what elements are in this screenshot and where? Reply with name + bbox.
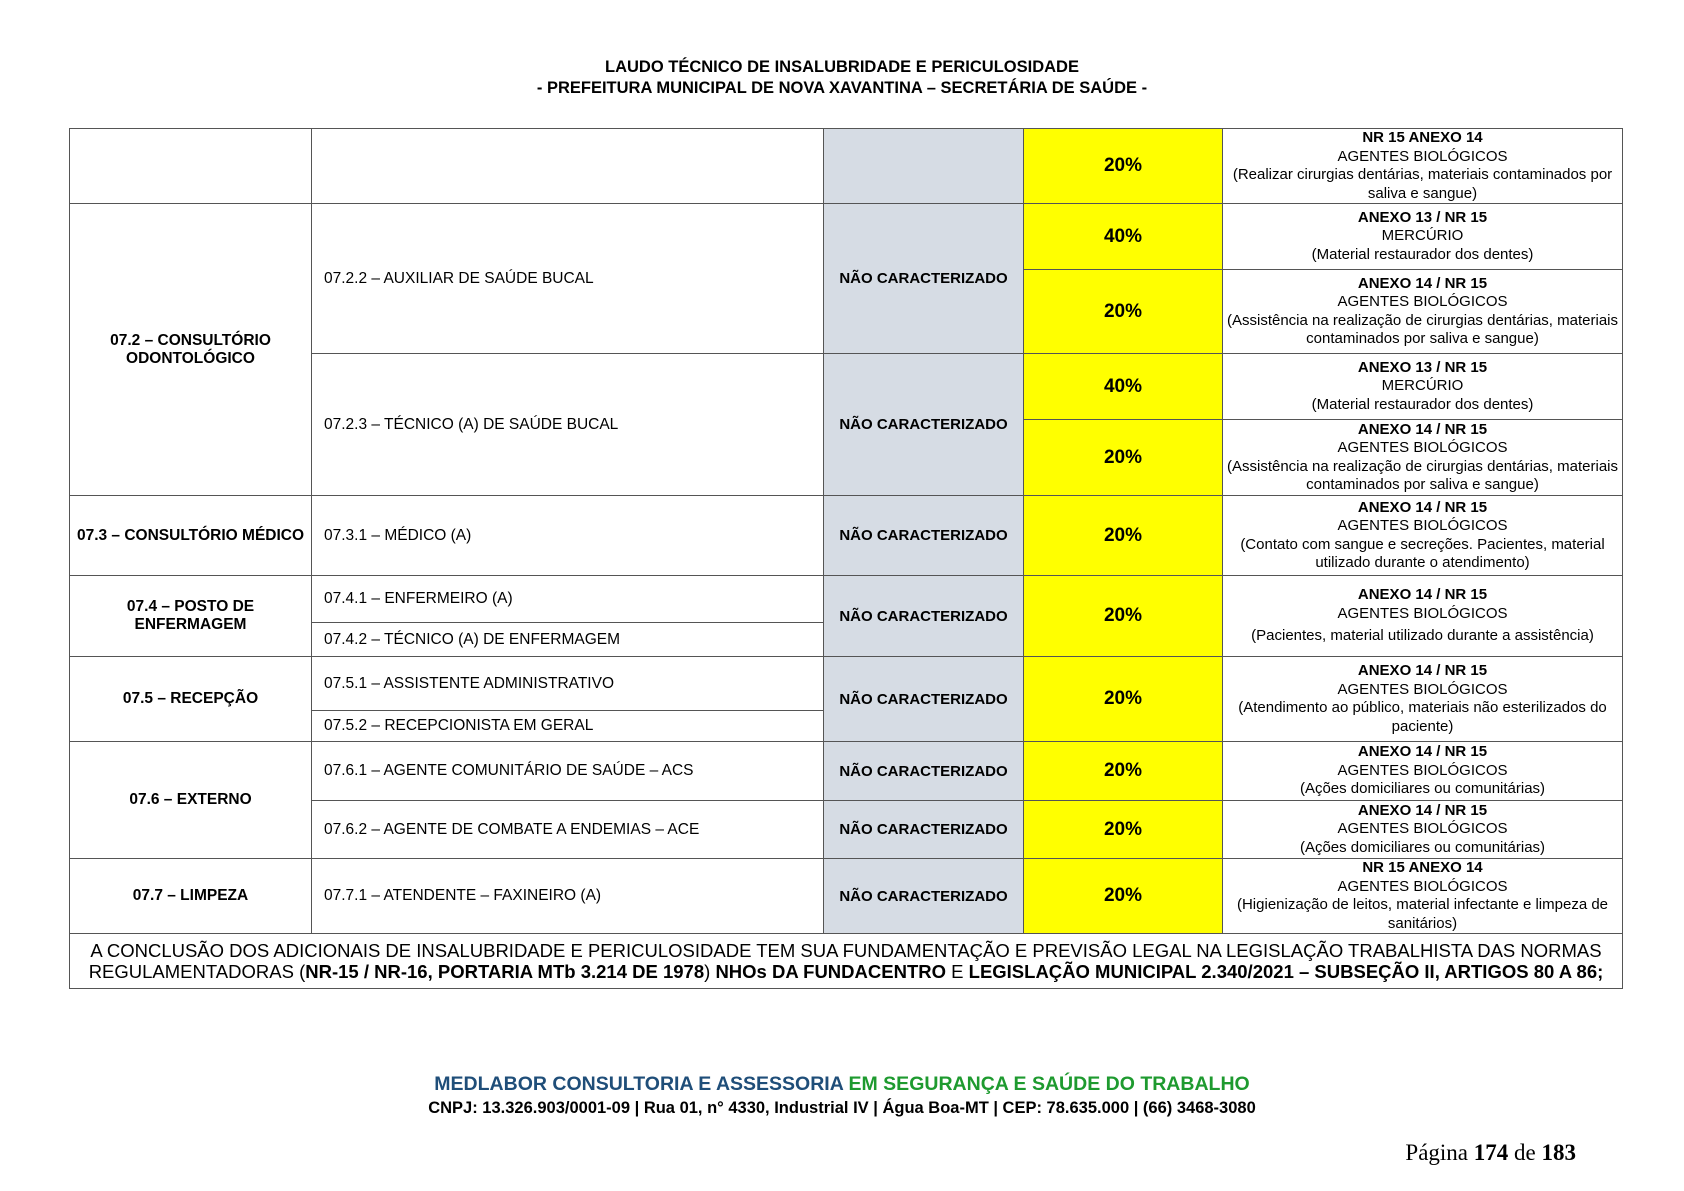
table-row [70,129,1623,204]
periculosidade-cell: NÃO CARACTERIZADO [824,354,1024,496]
sector-cell: 07.2 – CONSULTÓRIO ODONTOLÓGICO [70,204,312,496]
percentage-cell: 20% [1024,859,1223,934]
role-cell: 07.2.3 – TÉCNICO (A) DE SAÚDE BUCAL [312,354,824,496]
percentage-cell: 20% [1024,496,1223,576]
role-cell: 07.3.1 – MÉDICO (A) [312,496,824,576]
percentage-cell: 20% [1024,129,1223,204]
periculosidade-cell: NÃO CARACTERIZADO [824,657,1024,742]
table-row [70,496,1623,576]
legal-basis-cell: NR 15 ANEXO 14 AGENTES BIOLÓGICOS (Higienização de leitos, material infectante e limpeza de sanitários) [1223,859,1623,934]
footer-company: MEDLABOR CONSULTORIA E ASSESSORIA EM SEGURANÇA E SAÚDE DO TRABALHO [434,1073,1250,1095]
periculosidade-cell: NÃO CARACTERIZADO [824,576,1024,657]
page-number: Página 174 de 183 [1405,1140,1576,1165]
percentage-cell: 40% [1024,204,1223,270]
role-cell: 07.6.1 – AGENTE COMUNITÁRIO DE SAÚDE – ACS [312,742,824,801]
legal-basis-cell: ANEXO 14 / NR 15 AGENTES BIOLÓGICOS (Assistência na realização de cirurgias dentárias, materiais contaminados por saliva e sangue) [1223,420,1623,496]
sector-cell: 07.4 – POSTO DE ENFERMAGEM [70,576,312,657]
role-cell: 07.5.1 – ASSISTENTE ADMINISTRATIVO [312,657,824,711]
legal-basis-cell: ANEXO 14 / NR 15 AGENTES BIOLÓGICOS (Contato com sangue e secreções. Pacientes, material utilizado durante o atendimento) [1223,496,1623,576]
role-cell: 07.4.2 – TÉCNICO (A) DE ENFERMAGEM [312,623,824,657]
role-cell: 07.4.1 – ENFERMEIRO (A) [312,576,824,623]
document-header [0,57,1684,99]
periculosidade-cell: NÃO CARACTERIZADO [824,801,1024,859]
role-cell: 07.5.2 – RECEPCIONISTA EM GERAL [312,711,824,742]
role-cell: 07.2.2 – AUXILIAR DE SAÚDE BUCAL [312,204,824,354]
sector-cell [70,129,312,204]
percentage-cell: 20% [1024,576,1223,657]
percentage-cell: 20% [1024,801,1223,859]
percentage-cell: 20% [1024,742,1223,801]
table-row [70,934,1623,989]
percentage-cell: 20% [1024,657,1223,742]
header-title: LAUDO TÉCNICO DE INSALUBRIDADE E PERICULOSIDADE [605,58,1079,76]
footer-address: CNPJ: 13.326.903/0001-09 | Rua 01, n° 4330, Industrial IV | Água Boa-MT | CEP: 78.635.000 | (66) 3468-3080 [428,1099,1256,1117]
legal-basis-cell: ANEXO 14 / NR 15 AGENTES BIOLÓGICOS (Pacientes, material utilizado durante a assistência) [1223,576,1623,657]
periculosidade-cell: NÃO CARACTERIZADO [824,496,1024,576]
role-cell [312,129,824,204]
header-subtitle: - PREFEITURA MUNICIPAL DE NOVA XAVANTINA – SECRETÁRIA DE SAÚDE - [536,79,1148,97]
periculosidade-cell: NÃO CARACTERIZADO [824,204,1024,354]
legal-basis-cell: ANEXO 13 / NR 15 MERCÚRIO (Material restaurador dos dentes) [1223,354,1623,420]
role-cell: 07.6.2 – AGENTE DE COMBATE A ENDEMIAS – ACE [312,801,824,859]
table-row [70,576,1623,623]
legal-basis-cell: ANEXO 14 / NR 15 AGENTES BIOLÓGICOS (Atendimento ao público, materiais não esterilizados do paciente) [1223,657,1623,742]
legal-basis-cell: ANEXO 14 / NR 15 AGENTES BIOLÓGICOS (Ações domiciliares ou comunitárias) [1223,801,1623,859]
legal-basis-cell: ANEXO 14 / NR 15 AGENTES BIOLÓGICOS (Ações domiciliares ou comunitárias) [1223,742,1623,801]
periculosidade-cell [824,129,1024,204]
sector-cell: 07.3 – CONSULTÓRIO MÉDICO [70,496,312,576]
legal-basis-cell: NR 15 ANEXO 14 AGENTES BIOLÓGICOS (Realizar cirurgias dentárias, materiais contaminados por saliva e sangue) [1223,129,1623,204]
sector-cell: 07.6 – EXTERNO [70,742,312,859]
insalubrity-table [69,128,1623,989]
percentage-cell: 40% [1024,354,1223,420]
conclusion-note: A CONCLUSÃO DOS ADICIONAIS DE INSALUBRIDADE E PERICULOSIDADE TEM SUA FUNDAMENTAÇÃO E PREVISÃO LEGAL NA LEGISLAÇÃO TRABALHISTA DAS NORMAS REGULAMENTADORAS (NR-15 / NR-16, PORTARIA MTb 3.214 DE 1978) NHOs DA FUNDACENTRO E LEGISLAÇÃO MUNICIPAL 2.340/2021 – SUBSEÇÃO II, ARTIGOS 80 A 86; [70,934,1623,989]
periculosidade-cell: NÃO CARACTERIZADO [824,859,1024,934]
role-cell: 07.7.1 – ATENDENTE – FAXINEIRO (A) [312,859,824,934]
table-row [70,204,1623,270]
sector-cell: 07.5 – RECEPÇÃO [70,657,312,742]
table-row [70,742,1623,801]
table-row [70,657,1623,711]
percentage-cell: 20% [1024,420,1223,496]
legal-basis-cell: ANEXO 14 / NR 15 AGENTES BIOLÓGICOS (Assistência na realização de cirurgias dentárias, materiais contaminados por saliva e sangue) [1223,270,1623,354]
percentage-cell: 20% [1024,270,1223,354]
sector-cell: 07.7 – LIMPEZA [70,859,312,934]
table-row [70,859,1623,934]
legal-basis-cell: ANEXO 13 / NR 15 MERCÚRIO (Material restaurador dos dentes) [1223,204,1623,270]
periculosidade-cell: NÃO CARACTERIZADO [824,742,1024,801]
